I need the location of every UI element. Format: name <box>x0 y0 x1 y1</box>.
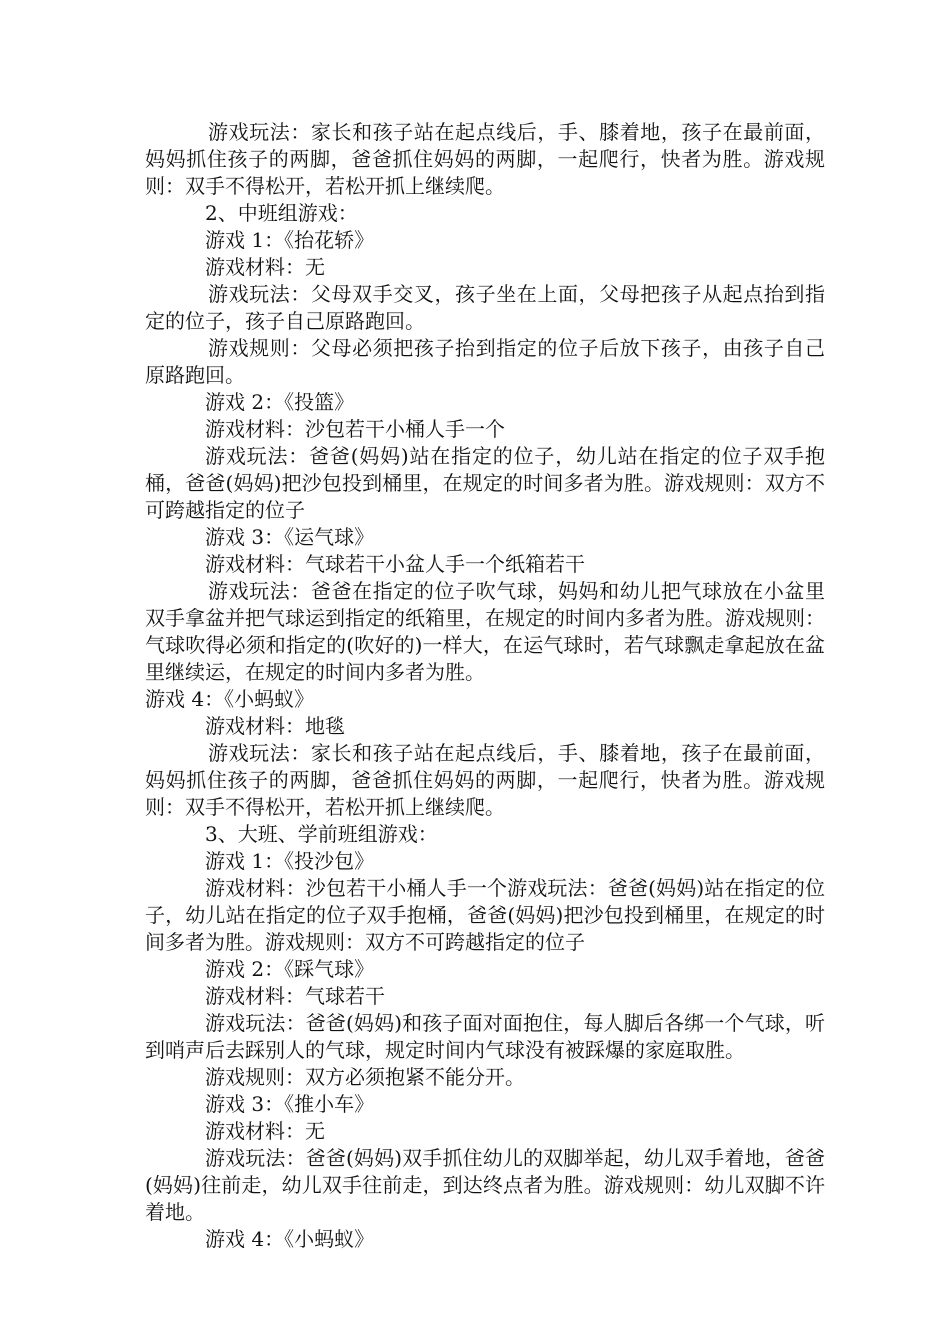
paragraph: 游戏 2：《踩气球》 <box>205 957 375 981</box>
document-page <box>145 119 825 1253</box>
paragraph: 游戏玩法：爸爸(妈妈)和孩子面对面抱住，每人脚后各绑一个气球，听到哨声后去踩别人的气球，规定时间内气球没有被踩爆的家庭取胜。 <box>145 1011 825 1062</box>
paragraph: 游戏材料：气球若干小盆人手一个纸箱若干 <box>205 552 585 576</box>
paragraph: 游戏材料：地毯 <box>205 714 345 738</box>
paragraph: 游戏材料：沙包若干小桶人手一个游戏玩法：爸爸(妈妈)站在指定的位子，幼儿站在指定的位子双手抱桶，爸爸(妈妈)把沙包投到桶里，在规定的时间多者为胜。游戏规则：双方不可跨越指定的位子 <box>145 876 825 954</box>
paragraph: 游戏 2：《投篮》 <box>205 390 355 414</box>
paragraph: 游戏规则：父母必须把孩子抬到指定的位子后放下孩子，由孩子自己原路跑回。 <box>145 336 825 387</box>
paragraph: 2、中班组游戏： <box>205 201 358 225</box>
paragraph: 游戏玩法：爸爸(妈妈)站在指定的位子，幼儿站在指定的位子双手抱桶，爸爸(妈妈)把沙包投到桶里，在规定的时间多者为胜。游戏规则：双方不可跨越指定的位子 <box>145 444 825 522</box>
paragraph: 游戏材料：沙包若干小桶人手一个 <box>205 417 505 441</box>
paragraph: 3、大班、学前班组游戏： <box>205 822 438 846</box>
paragraph: 游戏材料：无 <box>205 1119 325 1143</box>
paragraph: 游戏 1：《投沙包》 <box>205 849 375 873</box>
paragraph: 游戏玩法：父母双手交叉，孩子坐在上面，父母把孩子从起点抬到指定的位子，孩子自己原路跑回。 <box>145 282 825 333</box>
paragraph: 游戏材料：气球若干 <box>205 984 385 1008</box>
paragraph: 游戏 1：《抬花轿》 <box>205 228 375 252</box>
paragraph: 游戏玩法：家长和孩子站在起点线后，手、膝着地，孩子在最前面，妈妈抓住孩子的两脚，爸爸抓住妈妈的两脚，一起爬行，快者为胜。游戏规则：双手不得松开，若松开抓上继续爬。 <box>145 120 825 198</box>
paragraph: 游戏 4：《小蚂蚁》 <box>145 687 315 711</box>
paragraph: 游戏 3：《运气球》 <box>205 525 375 549</box>
paragraph: 游戏玩法：爸爸在指定的位子吹气球，妈妈和幼儿把气球放在小盆里双手拿盆并把气球运到指定的纸箱里，在规定的时间内多者为胜。游戏规则：气球吹得必须和指定的(吹好的)一样大，在运气球时，若气球飘走拿起放在盆里继续运，在规定的时间内多者为胜。 <box>145 579 825 684</box>
paragraph: 游戏 4：《小蚂蚁》 <box>205 1227 375 1251</box>
paragraph: 游戏材料：无 <box>205 255 325 279</box>
paragraph: 游戏玩法：家长和孩子站在起点线后，手、膝着地，孩子在最前面，妈妈抓住孩子的两脚，爸爸抓住妈妈的两脚，一起爬行，快者为胜。游戏规则：双手不得松开，若松开抓上继续爬。 <box>145 741 825 819</box>
paragraph: 游戏 3：《推小车》 <box>205 1092 375 1116</box>
paragraph: 游戏规则：双方必须抱紧不能分开。 <box>205 1065 525 1089</box>
paragraph: 游戏玩法：爸爸(妈妈)双手抓住幼儿的双脚举起，幼儿双手着地，爸爸(妈妈)往前走，幼儿双手往前走，到达终点者为胜。游戏规则：幼儿双脚不许着地。 <box>145 1146 825 1224</box>
